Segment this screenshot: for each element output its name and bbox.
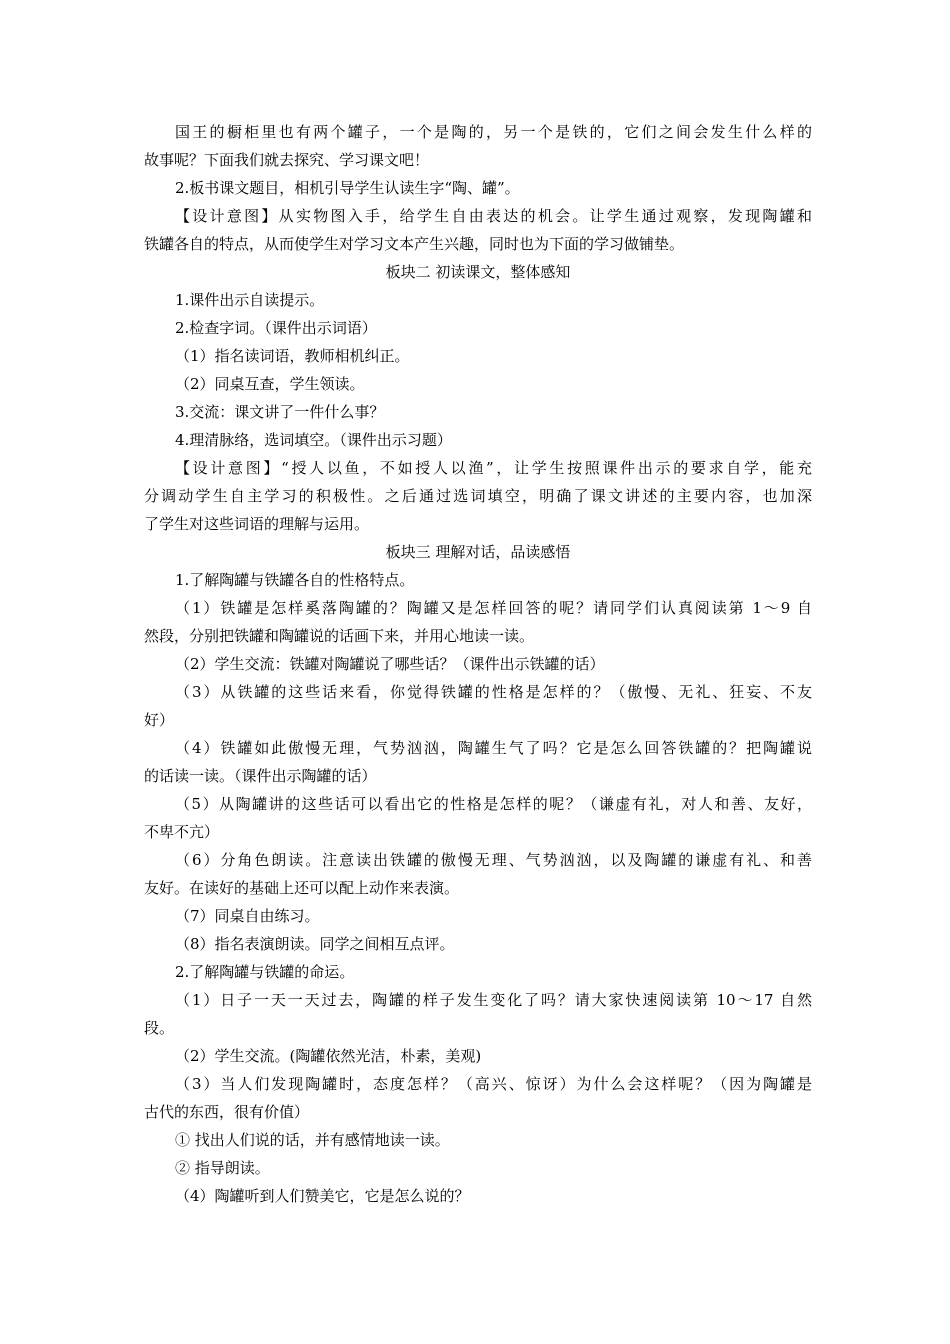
paragraph-line: 3.交流：课文讲了一件什么事？ xyxy=(175,403,385,421)
design-intent-line: 铁罐各自的特点，从而使学生对学习文本产生兴趣，同时也为下面的学习做铺垫。 xyxy=(144,235,685,253)
paragraph-line: （4）铁罐如此傲慢无理，气势汹汹，陶罐生气了吗？它是怎么回答铁罐的？把陶罐说 xyxy=(175,739,812,757)
paragraph-line: 故事呢？下面我们就去探究、学习课文吧！ xyxy=(144,151,430,169)
design-intent-line: 【设计意图】从实物图入手，给学生自由表达的机会。让学生通过观察，发现陶罐和 xyxy=(175,207,812,225)
paragraph-line: （3）从铁罐的这些话来看，你觉得铁罐的性格是怎样的？（傲慢、无礼、狂妄、不友 xyxy=(175,683,812,701)
lesson-text xyxy=(144,118,812,1210)
paragraph-line: 然段，分别把铁罐和陶罐说的话画下来，并用心地读一读。 xyxy=(144,627,535,645)
section-heading: 板块三 理解对话，品读感悟 xyxy=(385,543,571,561)
paragraph-line: 2.板书课文题目，相机引导学生认读生字“陶、罐”。 xyxy=(175,179,520,197)
paragraph-line: 1.课件出示自读提示。 xyxy=(175,291,325,309)
paragraph-line: （1）日子一天一天过去，陶罐的样子发生变化了吗？请大家快速阅读第 10～17 自然 xyxy=(175,991,812,1009)
paragraph-line: 国王的橱柜里也有两个罐子，一个是陶的，另一个是铁的，它们之间会发生什么样的 xyxy=(175,123,812,141)
paragraph-line: （8）指名表演朗读。同学之间相互点评。 xyxy=(175,935,455,953)
section-heading: 板块二 初读课文，整体感知 xyxy=(385,263,571,281)
paragraph-line: （2）学生交流：铁罐对陶罐说了哪些话？（课件出示铁罐的话） xyxy=(175,655,605,673)
paragraph-line: 1.了解陶罐与铁罐各自的性格特点。 xyxy=(175,571,415,589)
paragraph-line: ① 找出人们说的话，并有感情地读一读。 xyxy=(175,1131,450,1149)
paragraph-line: （3）当人们发现陶罐时，态度怎样？（高兴、惊讶）为什么会这样呢？（因为陶罐是 xyxy=(175,1075,812,1093)
paragraph-line: （6）分角色朗读。注意读出铁罐的傲慢无理、气势汹汹，以及陶罐的谦虚有礼、和善 xyxy=(175,851,812,869)
paragraph-line: 的话读一读。（课件出示陶罐的话） xyxy=(144,767,377,785)
paragraph-line: 古代的东西，很有价值） xyxy=(144,1103,310,1121)
paragraph-line: 友好。在读好的基础上还可以配上动作来表演。 xyxy=(144,879,460,897)
paragraph-line: （4）陶罐听到人们赞美它，它是怎么说的？ xyxy=(175,1187,470,1205)
paragraph-line: 4.理清脉络，选词填空。（课件出示习题） xyxy=(175,431,452,449)
paragraph-line: （2）学生交流。(陶罐依然光洁，朴素，美观) xyxy=(175,1047,482,1065)
paragraph-line: （1）指名读词语，教师相机纠正。 xyxy=(175,347,410,365)
paragraph-line: ② 指导朗读。 xyxy=(175,1159,270,1177)
paragraph-line: （7）同桌自由练习。 xyxy=(175,907,320,925)
design-intent-line: 了学生对这些词语的理解与运用。 xyxy=(144,515,370,533)
paragraph-line: （1）铁罐是怎样奚落陶罐的？陶罐又是怎样回答的呢？请同学们认真阅读第 1～9 自 xyxy=(175,599,812,617)
paragraph-line: 段。 xyxy=(144,1019,175,1037)
design-intent-line: 分调动学生自主学习的积极性。之后通过选词填空，明确了课文讲述的主要内容，也加深 xyxy=(144,487,812,505)
paragraph-line: 不卑不亢） xyxy=(144,823,220,841)
paragraph-line: （2）同桌互查，学生领读。 xyxy=(175,375,365,393)
design-intent-line: 【设计意图】“授人以鱼，不如授人以渔”，让学生按照课件出示的要求自学，能充 xyxy=(175,459,812,477)
paragraph-line: 好） xyxy=(144,711,175,729)
paragraph-line: （5）从陶罐讲的这些话可以看出它的性格是怎样的呢？（谦虚有礼，对人和善、友好， xyxy=(175,795,812,813)
paragraph-line: 2.了解陶罐与铁罐的命运。 xyxy=(175,963,355,981)
paragraph-line: 2.检查字词。（课件出示词语） xyxy=(175,319,377,337)
